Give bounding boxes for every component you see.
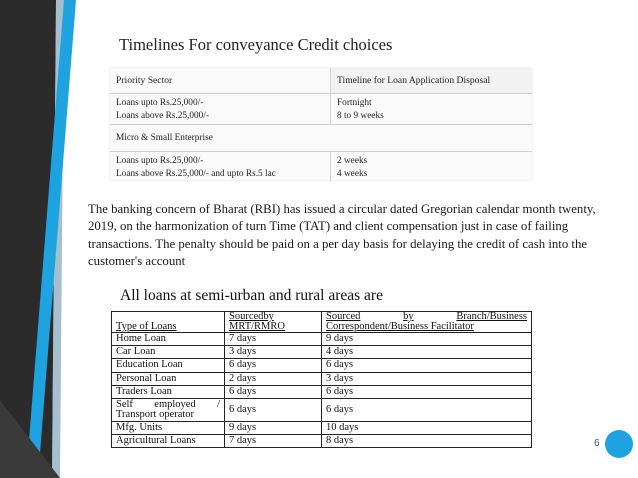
table2-header-mrt: Sourcedby MRT/RMRO: [225, 312, 322, 333]
table-row: [112, 385, 532, 398]
mrt-days: 7 days: [225, 333, 322, 346]
slide-title: Timelines For conveyance Credit choices: [119, 35, 393, 54]
table1-header-col2: Timeline for Loan Application Disposal: [331, 68, 533, 94]
branch-days: 9 days: [322, 333, 532, 346]
table1-header-col1: Priority Sector: [110, 68, 331, 94]
rbi-circular-paragraph: The banking concern of Bharat (RBI) has issued a circular dated Gregorian calendar month twenty, 2019, on the harmonization of turn Time (TAT) and client compensation just in case of failing transactions. The penalty should be paid on a per day basis for delaying the credit of cash into the customer's account: [88, 202, 596, 268]
table-row: [112, 435, 532, 448]
mrt-days: 6 days: [225, 359, 322, 372]
table1-cell: Loans upto Rs.25,000/-: [110, 152, 331, 168]
loan-type: Traders Loan: [112, 385, 225, 398]
table2-header-branch: Sourced by Branch/Business Correspondent/Business Facilitator: [322, 312, 532, 333]
mrt-days: 6 days: [225, 385, 322, 398]
branch-days: 6 days: [322, 399, 532, 422]
mrt-days: 6 days: [225, 399, 322, 422]
mrt-days: 2 days: [225, 372, 322, 385]
mrt-days: 7 days: [225, 435, 322, 448]
loan-type: Self employed / Transport operator: [112, 399, 225, 422]
table1-cell: Loans upto Rs.25,000/-: [110, 94, 331, 110]
accent-circle: [605, 430, 633, 458]
loan-type: Car Loan: [112, 346, 225, 359]
table1-cell: Loans above Rs.25,000/-: [110, 110, 331, 125]
table1-cell: 4 weeks: [337, 168, 368, 179]
table1-cell: 2 weeks: [337, 156, 368, 166]
table1-section-label: Micro & Small Enterprise: [110, 125, 532, 152]
branch-days: 6 days: [322, 385, 532, 398]
loan-type: Home Loan: [112, 333, 225, 346]
table1-cell: Fortnight: [337, 98, 372, 108]
table-row: [112, 422, 532, 435]
loan-type: Mfg. Units: [112, 422, 225, 435]
subheading: All loans at semi-urban and rural areas are: [120, 287, 383, 304]
mrt-days: 3 days: [225, 346, 322, 359]
table-row: [112, 333, 532, 346]
branch-days: 3 days: [322, 372, 532, 385]
branch-days: 4 days: [322, 346, 532, 359]
table-row: [112, 346, 532, 359]
loan-type: Personal Loan: [112, 372, 225, 385]
branch-days: 8 days: [322, 435, 532, 448]
branch-days: 10 days: [322, 422, 532, 435]
table1-cell: Loans above Rs.25,000/- and upto Rs.5 lac: [110, 168, 331, 183]
table2-header-type: Type of Loans: [112, 312, 225, 333]
table-row: [112, 372, 532, 385]
branch-days: 6 days: [322, 359, 532, 372]
loan-tat-table: [111, 311, 532, 448]
mrt-days: 9 days: [225, 422, 322, 435]
loan-type: Agricultural Loans: [112, 435, 225, 448]
table-row: [112, 359, 532, 372]
table-row: [112, 399, 532, 422]
priority-sector-table: [110, 68, 532, 180]
loan-type: Education Loan: [112, 359, 225, 372]
table1-cell: 8 to 9 weeks: [337, 110, 384, 121]
page-number: 6: [594, 438, 600, 449]
